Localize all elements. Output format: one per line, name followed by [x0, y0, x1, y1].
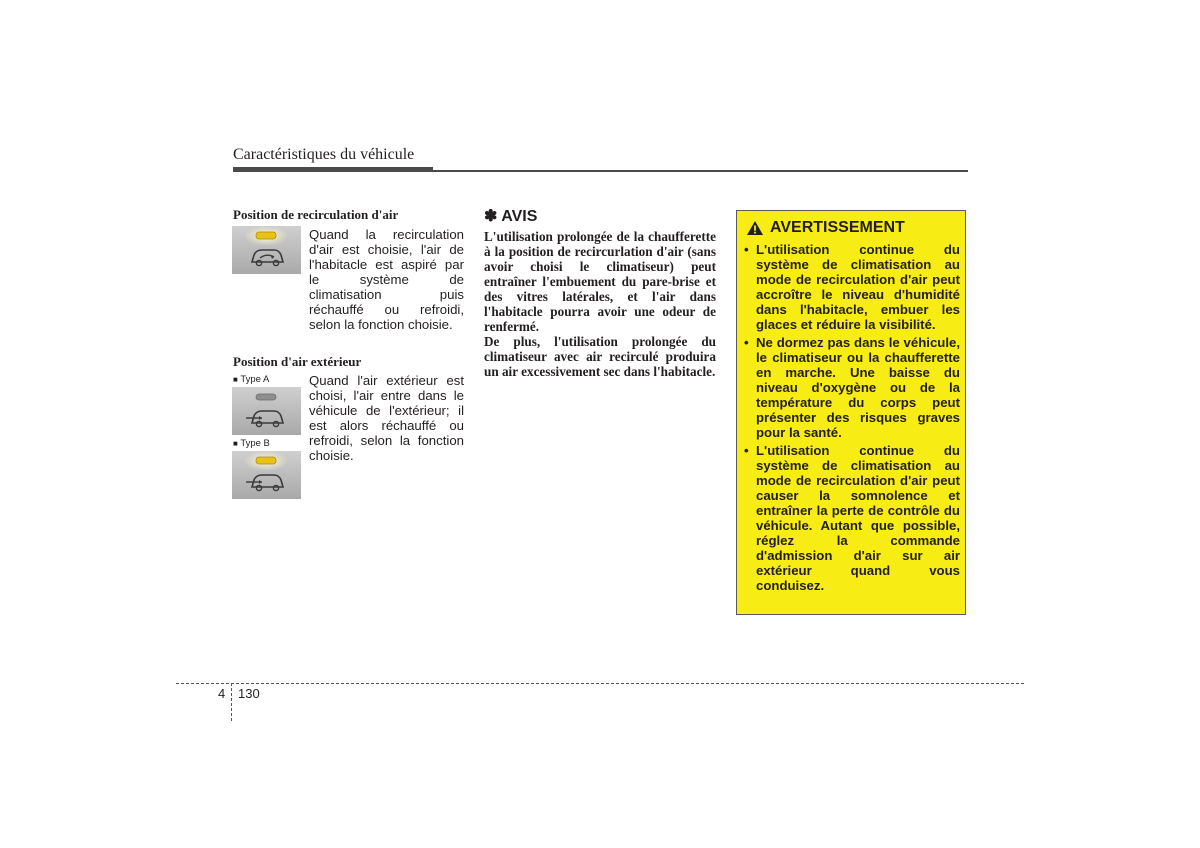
footer-divider	[231, 683, 232, 721]
avis-body	[484, 229, 716, 379]
footer-rule	[176, 683, 1024, 684]
bullet-icon: •	[744, 242, 749, 257]
square-bullet-icon: ■	[233, 375, 238, 384]
bullet-icon: •	[744, 335, 749, 350]
recirculation-description: Quand la recirculation d'air est choisie, l'air de l'habitacle est aspiré par le système de climatisation puis réchauffé ou refroidi, selon la fonction choisie.	[309, 227, 464, 332]
type-a-label: ■ Type A	[233, 374, 270, 385]
avis-paragraph: L'utilisation prolongée de la chaufferette à la position de recircurlation d'air (sans avoir choisi le climatiseur) peut entraîner l'embuement du pare-brise et des vitres latérales, et l'air dans l'habitacle pourra avoir une odeur de renfermé.	[484, 229, 716, 334]
warning-box	[736, 210, 966, 615]
warning-heading: AVERTISSEMENT	[746, 219, 905, 237]
avis-heading: ✽ AVIS	[484, 208, 538, 225]
page-header-title: Caractéristiques du véhicule	[233, 146, 415, 163]
warning-item: • Ne dormez pas dans le véhicule, le climatiseur ou la chaufferette en marche. Une baisse du niveau d'oxygène ou de la température du corps peut présenter des risques graves pour la santé.	[744, 335, 960, 440]
warning-item: • L'utilisation continue du système de climatisation au mode de recirculation d'air peut accroître le niveau d'humidité dans l'habitacle, embuer les glaces et réduire la visibilité.	[744, 242, 960, 332]
recirculation-car-icon	[232, 226, 301, 274]
type-b-label: ■ Type B	[233, 438, 270, 449]
chapter-number: 4	[218, 686, 226, 701]
header-rule-accent	[233, 167, 433, 172]
square-bullet-icon: ■	[233, 439, 238, 448]
outside-air-heading: Position d'air extérieur	[233, 354, 362, 369]
fresh-air-car-icon-type-b	[232, 451, 301, 499]
recirculation-heading: Position de recirculation d'air	[233, 207, 399, 222]
warning-list	[744, 242, 960, 596]
fresh-air-car-icon-type-a	[232, 387, 301, 435]
page-number: 130	[238, 686, 260, 701]
outside-air-description: Quand l'air extérieur est choisi, l'air entre dans le véhicule de l'extérieur; il est alors réchauffé ou refroidi, selon la fonction choisie.	[309, 373, 464, 463]
warning-item: • L'utilisation continue du système de climatisation au mode de recirculation d'air peut causer la somnolence et entraîner la perte de contrôle du véhicule. Autant que possible, réglez la commande d'admission d'air sur air extérieur quand vous conduisez.	[744, 443, 960, 593]
bullet-icon: •	[744, 443, 749, 458]
avis-paragraph: De plus, l'utilisation prolongée du climatiseur avec air recirculé produira un air excessivement sec dans l'habitacle.	[484, 334, 716, 379]
warning-triangle-icon	[746, 220, 764, 236]
avis-symbol-icon: ✽	[484, 208, 498, 225]
